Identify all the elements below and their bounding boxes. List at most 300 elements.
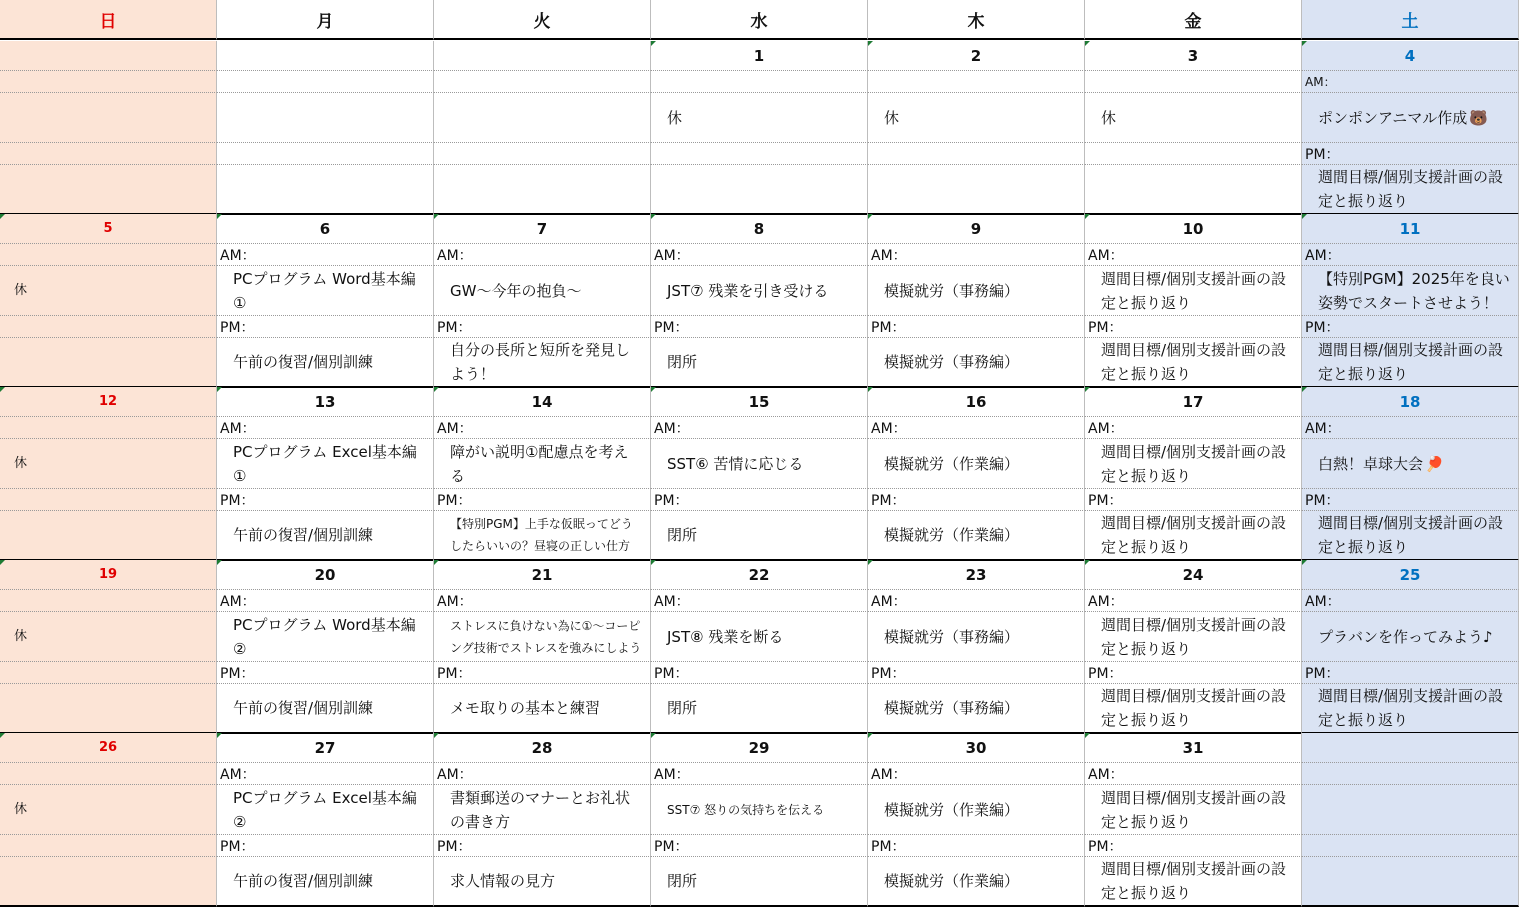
date-number: 9 <box>970 219 982 238</box>
pm-label: PM： <box>651 835 868 857</box>
date-cell[interactable] <box>868 733 1085 763</box>
comment-marker <box>1085 733 1090 738</box>
comment-marker <box>1085 560 1090 565</box>
am-label: AM： <box>651 590 868 612</box>
date-cell[interactable] <box>868 387 1085 417</box>
date-cell[interactable] <box>434 214 651 244</box>
date-number: 14 <box>531 392 553 411</box>
date-number: 30 <box>965 738 987 757</box>
date-number: 15 <box>748 392 770 411</box>
am-activity[interactable] <box>868 266 1085 316</box>
pm-label <box>1085 143 1302 165</box>
am-label: AM： <box>651 244 868 266</box>
am-label: AM： <box>217 590 434 612</box>
activity-text: 休 <box>14 282 28 298</box>
activity-text: 【特別PGM】2025年を良い姿勢でスタートさせよう！ <box>1318 269 1510 312</box>
activity-text: 午前の復習/個別訓練 <box>233 699 374 717</box>
pm-activity[interactable] <box>0 684 217 734</box>
comment-marker <box>651 387 656 392</box>
activity-text: 閉所 <box>667 872 698 890</box>
date-number: 29 <box>748 738 770 757</box>
activity-text: GW〜今年の抱負〜 <box>450 281 582 300</box>
date-cell[interactable] <box>651 214 868 244</box>
pm-activity[interactable] <box>217 165 434 215</box>
comment-marker <box>1302 387 1307 392</box>
activity-text: 週間目標/個別支援計画の設定と振り返り <box>1318 168 1504 210</box>
activity-text: 模擬就労（事務編） <box>884 353 1020 371</box>
date-number: 19 <box>98 567 118 582</box>
date-number: 27 <box>314 738 336 757</box>
date-cell[interactable] <box>434 560 651 590</box>
comment-marker <box>0 214 5 219</box>
activity-text: 休 <box>14 455 28 471</box>
comment-marker <box>651 560 656 565</box>
activity-text: 模擬就労（作業編） <box>884 454 1020 473</box>
am-activity[interactable] <box>651 439 868 489</box>
pm-activity[interactable] <box>651 338 868 388</box>
date-cell[interactable] <box>217 733 434 763</box>
comment-marker <box>434 387 439 392</box>
date-number: 1 <box>753 46 765 65</box>
am-label <box>0 763 217 785</box>
am-label: AM： <box>217 763 434 785</box>
am-activity[interactable] <box>434 93 651 143</box>
date-number: 16 <box>965 392 987 411</box>
comment-marker <box>434 214 439 219</box>
am-activity[interactable] <box>217 439 434 489</box>
pm-label: PM： <box>434 316 651 338</box>
pm-label: PM： <box>1302 143 1519 165</box>
pm-activity[interactable] <box>0 511 217 561</box>
pm-label: PM： <box>434 489 651 511</box>
date-number: 10 <box>1182 219 1204 238</box>
activity-text: JST⑦ 残業を引き受ける <box>667 281 829 300</box>
comment-marker <box>1085 41 1090 46</box>
activity-text: メモ取りの基本と練習 <box>450 699 601 717</box>
am-activity[interactable] <box>0 785 217 835</box>
pm-activity[interactable] <box>1302 511 1519 561</box>
am-label <box>1302 763 1519 785</box>
am-label <box>868 71 1085 93</box>
pm-activity[interactable] <box>1085 338 1302 388</box>
activity-text: SST⑥ 苦情に応じる <box>667 454 804 473</box>
am-label: AM： <box>651 763 868 785</box>
activity-text: PCプログラム Word基本編② <box>233 615 416 658</box>
date-cell[interactable] <box>217 387 434 417</box>
date-number: 25 <box>1399 565 1421 584</box>
day-header-0: 日 <box>0 0 217 40</box>
am-label <box>0 590 217 612</box>
am-label: AM： <box>434 763 651 785</box>
ping-pong-icon: 🏓 <box>1425 454 1444 473</box>
date-cell[interactable] <box>1302 733 1519 763</box>
date-number: 23 <box>965 565 987 584</box>
am-activity[interactable] <box>0 266 217 316</box>
date-cell[interactable] <box>434 41 651 71</box>
comment-marker <box>217 733 222 738</box>
comment-marker <box>1302 214 1307 219</box>
pm-activity[interactable] <box>651 857 868 907</box>
am-label: AM： <box>1302 71 1519 93</box>
pm-activity[interactable] <box>1085 511 1302 561</box>
date-cell[interactable] <box>1085 214 1302 244</box>
activity-text: 週間目標/個別支援計画の設定と振り返り <box>1101 788 1287 831</box>
am-activity[interactable] <box>868 785 1085 835</box>
date-number: 26 <box>98 740 118 755</box>
am-activity[interactable] <box>434 266 651 316</box>
am-label: AM： <box>1085 244 1302 266</box>
pm-activity[interactable] <box>868 165 1085 215</box>
am-activity[interactable] <box>651 612 868 662</box>
pm-activity[interactable] <box>0 338 217 388</box>
date-number: 24 <box>1182 565 1204 584</box>
comment-marker <box>217 214 222 219</box>
activity-text: 模擬就労（事務編） <box>884 627 1020 646</box>
pm-label: PM： <box>434 835 651 857</box>
pm-label: PM： <box>868 316 1085 338</box>
activity-text: 休 <box>14 628 28 644</box>
am-activity[interactable] <box>217 785 434 835</box>
date-cell[interactable] <box>0 41 217 71</box>
pm-label <box>217 143 434 165</box>
pm-label <box>434 143 651 165</box>
am-label: AM： <box>434 244 651 266</box>
activity-text: 書類郵送のマナーとお礼状の書き方 <box>450 788 631 831</box>
date-number: 31 <box>1182 738 1204 757</box>
am-activity[interactable] <box>1085 93 1302 143</box>
date-cell[interactable] <box>0 387 217 417</box>
am-activity[interactable] <box>217 93 434 143</box>
date-cell[interactable] <box>0 214 217 244</box>
am-label: AM： <box>651 417 868 439</box>
comment-marker <box>1085 387 1090 392</box>
activity-text: 模擬就労（作業編） <box>884 800 1020 819</box>
am-label: AM： <box>1085 590 1302 612</box>
day-header-3: 水 <box>651 0 868 40</box>
date-cell[interactable] <box>1085 41 1302 71</box>
date-cell[interactable] <box>1302 214 1519 244</box>
activity-text: 午前の復習/個別訓練 <box>233 872 374 890</box>
activity-text: 週間目標/個別支援計画の設定と振り返り <box>1318 687 1504 729</box>
am-activity[interactable] <box>651 785 868 835</box>
am-activity[interactable] <box>0 612 217 662</box>
pm-activity[interactable] <box>1085 684 1302 734</box>
activity-text: PCプログラム Word基本編① <box>233 269 416 312</box>
activity-text: 模擬就労（事務編） <box>884 281 1020 300</box>
activity-text: 週間目標/個別支援計画の設定と振り返り <box>1101 341 1287 383</box>
am-activity[interactable] <box>1302 439 1519 489</box>
pm-activity[interactable] <box>434 165 651 215</box>
pm-label <box>0 143 217 165</box>
date-cell[interactable] <box>868 560 1085 590</box>
pm-label: PM： <box>1302 662 1519 684</box>
date-cell[interactable] <box>434 733 651 763</box>
activity-text: PCプログラム Excel基本編② <box>233 788 417 831</box>
activity-text: プラバンを作ってみよう♪ <box>1318 627 1493 646</box>
pm-label <box>0 489 217 511</box>
activity-text: 模擬就労（作業編） <box>884 526 1020 544</box>
date-cell[interactable] <box>434 387 651 417</box>
am-activity[interactable] <box>868 439 1085 489</box>
activity-text: 閉所 <box>667 353 698 371</box>
day-header-4: 木 <box>868 0 1085 40</box>
comment-marker <box>217 387 222 392</box>
am-activity[interactable] <box>0 93 217 143</box>
date-number: 17 <box>1182 392 1204 411</box>
am-activity[interactable] <box>1085 612 1302 662</box>
date-cell[interactable] <box>217 41 434 71</box>
date-number: 22 <box>748 565 770 584</box>
pm-activity[interactable] <box>217 684 434 734</box>
date-cell[interactable] <box>217 560 434 590</box>
activity-text: 午前の復習/個別訓練 <box>233 353 374 371</box>
pm-label <box>0 835 217 857</box>
am-activity[interactable] <box>434 612 651 662</box>
am-label: AM： <box>1085 763 1302 785</box>
date-number: 18 <box>1399 392 1421 411</box>
date-cell[interactable] <box>0 560 217 590</box>
date-number: 13 <box>314 392 336 411</box>
date-number: 7 <box>536 219 548 238</box>
comment-marker <box>868 41 873 46</box>
activity-text: 休 <box>884 108 900 127</box>
date-cell[interactable] <box>868 214 1085 244</box>
comment-marker <box>651 214 656 219</box>
comment-marker <box>651 41 656 46</box>
am-activity[interactable] <box>1302 785 1519 835</box>
pm-activity[interactable] <box>1085 165 1302 215</box>
date-cell[interactable] <box>1085 560 1302 590</box>
activity-text: 週間目標/個別支援計画の設定と振り返り <box>1101 860 1287 902</box>
pm-activity[interactable] <box>1302 857 1519 907</box>
activity-text: 模擬就労（作業編） <box>884 872 1020 890</box>
am-activity[interactable] <box>1302 612 1519 662</box>
am-label <box>1085 71 1302 93</box>
am-activity[interactable] <box>1302 93 1519 143</box>
pm-label <box>1302 835 1519 857</box>
am-label: AM： <box>1302 244 1519 266</box>
comment-marker <box>1302 560 1307 565</box>
am-activity[interactable] <box>651 266 868 316</box>
date-number: 4 <box>1404 46 1416 65</box>
pm-activity[interactable] <box>0 857 217 907</box>
pm-activity[interactable] <box>1302 165 1519 215</box>
am-activity[interactable] <box>1302 266 1519 316</box>
comment-marker <box>868 733 873 738</box>
am-activity[interactable] <box>217 612 434 662</box>
activity-text: 午前の復習/個別訓練 <box>233 526 374 544</box>
comment-marker <box>868 560 873 565</box>
pm-activity[interactable] <box>434 511 651 561</box>
date-cell[interactable] <box>651 733 868 763</box>
am-label: AM： <box>1085 417 1302 439</box>
activity-text: 白熱！卓球大会 <box>1318 454 1424 473</box>
am-label: AM： <box>434 417 651 439</box>
comment-marker <box>868 387 873 392</box>
pm-activity[interactable] <box>868 338 1085 388</box>
pm-label: PM： <box>1085 316 1302 338</box>
activity-text: 閉所 <box>667 699 698 717</box>
date-cell[interactable] <box>868 41 1085 71</box>
am-label: AM： <box>868 763 1085 785</box>
pm-label: PM： <box>1302 489 1519 511</box>
pm-label <box>0 316 217 338</box>
pm-label: PM： <box>217 835 434 857</box>
activity-text: 休 <box>1101 108 1117 127</box>
pm-label: PM： <box>217 316 434 338</box>
am-label <box>0 71 217 93</box>
activity-text: 週間目標/個別支援計画の設定と振り返り <box>1318 514 1504 556</box>
activity-text: ストレスに負けない為に①〜コーピング技術でストレスを強みにしよう <box>450 618 642 655</box>
am-activity[interactable] <box>434 439 651 489</box>
activity-text: 週間目標/個別支援計画の設定と振り返り <box>1101 514 1287 556</box>
day-header-5: 金 <box>1085 0 1302 40</box>
date-cell[interactable] <box>651 41 868 71</box>
date-number: 6 <box>319 219 331 238</box>
date-cell[interactable] <box>1302 560 1519 590</box>
pm-activity[interactable] <box>1085 857 1302 907</box>
pm-label <box>868 143 1085 165</box>
am-activity[interactable] <box>1085 439 1302 489</box>
am-activity[interactable] <box>434 785 651 835</box>
day-header-1: 月 <box>217 0 434 40</box>
pm-label: PM： <box>868 662 1085 684</box>
pm-activity[interactable] <box>868 511 1085 561</box>
am-label: AM： <box>217 417 434 439</box>
activity-text: 模擬就労（事務編） <box>884 699 1020 717</box>
date-number: 21 <box>531 565 553 584</box>
comment-marker <box>1302 41 1307 46</box>
activity-text: 週間目標/個別支援計画の設定と振り返り <box>1101 442 1287 485</box>
am-label: AM： <box>1302 590 1519 612</box>
pm-activity[interactable] <box>651 511 868 561</box>
am-label <box>434 71 651 93</box>
pm-activity[interactable] <box>651 684 868 734</box>
pm-activity[interactable] <box>1302 684 1519 734</box>
activity-text: 週間目標/個別支援計画の設定と振り返り <box>1318 341 1504 383</box>
pm-activity[interactable] <box>0 165 217 215</box>
am-label: AM： <box>868 417 1085 439</box>
pm-label: PM： <box>1085 489 1302 511</box>
comment-marker <box>434 733 439 738</box>
comment-marker <box>0 387 5 392</box>
am-activity[interactable] <box>0 439 217 489</box>
activity-text: 週間目標/個別支援計画の設定と振り返り <box>1101 615 1287 658</box>
pm-label: PM： <box>1085 835 1302 857</box>
comment-marker <box>434 560 439 565</box>
date-number: 12 <box>98 394 118 409</box>
date-cell[interactable] <box>1302 41 1519 71</box>
pm-label: PM： <box>651 489 868 511</box>
pm-label: PM： <box>651 316 868 338</box>
am-label: AM： <box>217 244 434 266</box>
am-activity[interactable] <box>868 612 1085 662</box>
am-label <box>0 417 217 439</box>
pm-label: PM： <box>1085 662 1302 684</box>
am-activity[interactable] <box>868 93 1085 143</box>
activity-text: 週間目標/個別支援計画の設定と振り返り <box>1101 269 1287 312</box>
bear-icon: 🐻 <box>1469 108 1488 127</box>
pm-label: PM： <box>868 835 1085 857</box>
date-cell[interactable] <box>217 214 434 244</box>
activity-text: 週間目標/個別支援計画の設定と振り返り <box>1101 687 1287 729</box>
pm-activity[interactable] <box>868 684 1085 734</box>
pm-activity[interactable] <box>434 684 651 734</box>
comment-marker <box>217 560 222 565</box>
am-label <box>651 71 868 93</box>
comment-marker <box>1085 214 1090 219</box>
activity-text: 自分の長所と短所を発見しよう！ <box>450 341 631 383</box>
activity-text: PCプログラム Excel基本編① <box>233 442 417 485</box>
date-cell[interactable] <box>1085 733 1302 763</box>
comment-marker <box>868 214 873 219</box>
date-number: 5 <box>103 221 113 236</box>
activity-text: 休 <box>14 801 28 817</box>
pm-label: PM： <box>434 662 651 684</box>
activity-text: 求人情報の見方 <box>450 872 556 890</box>
pm-label: PM： <box>651 662 868 684</box>
am-label <box>217 71 434 93</box>
am-label <box>0 244 217 266</box>
date-number: 2 <box>970 46 982 65</box>
am-label: AM： <box>434 590 651 612</box>
date-cell[interactable] <box>0 733 217 763</box>
pm-label <box>651 143 868 165</box>
date-cell[interactable] <box>1085 387 1302 417</box>
pm-activity[interactable] <box>651 165 868 215</box>
date-cell[interactable] <box>651 387 868 417</box>
activity-text: 障がい説明①配慮点を考える <box>450 442 629 485</box>
pm-activity[interactable] <box>217 338 434 388</box>
date-number: 11 <box>1399 219 1421 238</box>
date-number: 8 <box>753 219 765 238</box>
am-activity[interactable] <box>651 93 868 143</box>
date-cell[interactable] <box>651 560 868 590</box>
pm-activity[interactable] <box>434 857 651 907</box>
comment-marker <box>0 560 5 565</box>
comment-marker <box>651 733 656 738</box>
date-number: 3 <box>1187 46 1199 65</box>
am-activity[interactable] <box>1085 266 1302 316</box>
pm-activity[interactable] <box>868 857 1085 907</box>
am-activity[interactable] <box>217 266 434 316</box>
pm-activity[interactable] <box>217 511 434 561</box>
day-header-6: 土 <box>1302 0 1519 40</box>
pm-activity[interactable] <box>217 857 434 907</box>
activity-text: SST⑦ 怒りの気持ちを伝える <box>667 802 825 817</box>
comment-marker <box>0 733 5 738</box>
date-number: 20 <box>314 565 336 584</box>
activity-text: 【特別PGM】上手な仮眠ってどうしたらいいの？昼寝の正しい仕方 <box>450 517 633 553</box>
date-cell[interactable] <box>1302 387 1519 417</box>
activity-text: ポンポンアニマル作成 <box>1318 108 1468 127</box>
am-label: AM： <box>868 590 1085 612</box>
am-activity[interactable] <box>1085 785 1302 835</box>
pm-activity[interactable] <box>434 338 651 388</box>
am-label: AM： <box>868 244 1085 266</box>
pm-label: PM： <box>868 489 1085 511</box>
activity-text: JST⑧ 残業を断る <box>667 627 784 646</box>
am-label: AM： <box>1302 417 1519 439</box>
pm-label: PM： <box>217 489 434 511</box>
activity-text: 休 <box>667 108 683 127</box>
pm-activity[interactable] <box>1302 338 1519 388</box>
pm-label <box>0 662 217 684</box>
activity-text: 閉所 <box>667 526 698 544</box>
date-number: 28 <box>531 738 553 757</box>
pm-label: PM： <box>1302 316 1519 338</box>
day-header-2: 火 <box>434 0 651 40</box>
